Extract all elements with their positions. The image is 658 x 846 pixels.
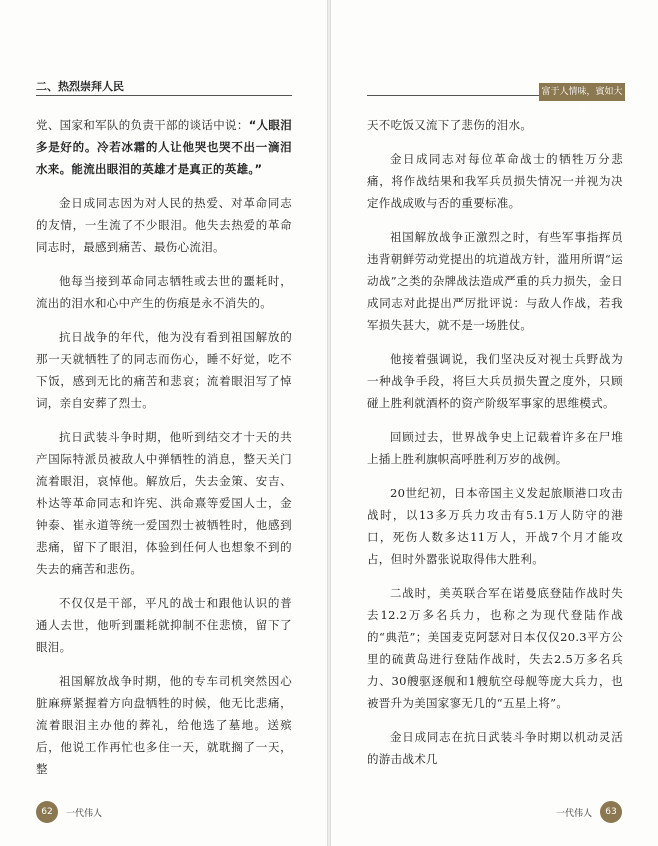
header-rule-left	[36, 95, 292, 96]
paragraph: 他接着强调说，我们坚决反对视士兵野战为一种战争手段，将巨大兵员损失置之度外，只顾碰上胜利就酒杯的资产阶级军事家的思维模式。	[367, 352, 623, 410]
page-number-left: 62	[36, 801, 58, 823]
paragraph: 祖国解放战争正激烈之时，有些军事指挥员违背朝鲜劳动党提出的坑道战方针，滥用所谓“运动战”之类的杂牌战法造成严重的兵力损失，金日成同志对此提出严厉批评说：与敌人作战，若我军损失甚大，就不是一场胜仗。	[367, 230, 623, 332]
paragraph: 抗日武装斗争时期，他听到结交才十天的共产国际特派员被敌人中弹牺牲的消息，整天关门流着眼泪，哀悼他。解放后，失去金策、安吉、朴达等革命同志和许宪、洪命熹等爱国人士，金钟泰、崔永道等统一爱国烈士被牺牲时，他感到悲痛，留下了眼泪，体验到任何人也想象不到的失去的痛苦和悲伤。	[36, 430, 292, 576]
running-head-right: 富于人情味，賓如大海	[539, 83, 625, 101]
running-head-left: 二、热烈崇拜人民	[36, 80, 124, 93]
paragraph: 天不吃饭又流下了悲伤的泪水。	[367, 118, 533, 132]
header-rule-right	[367, 95, 539, 96]
quote-paragraph	[36, 114, 292, 180]
footer-left	[36, 801, 102, 823]
book-title-right: 一代伟人	[555, 808, 592, 819]
quote-intro: 党、国家和军队的负责干部的谈话中说：	[36, 118, 249, 132]
footer-right	[556, 801, 622, 823]
paragraph: 他每当接到革命同志牺牲或去世的噩耗时，流出的泪水和心中产生的伤痕是永不消失的。	[36, 274, 292, 310]
right-page	[331, 0, 658, 846]
paragraph: 祖国解放战争时期，他的专车司机突然因心脏麻痹紧握着方向盘牺牲的时候，他无比悲痛，流着眼泪主办他的葬礼，给他选了墓地。送殡后，他说工作再忙也多住一天，就耽搁了一天，整	[36, 674, 292, 776]
paragraph: 20世纪初，日本帝国主义发起旅顺港口攻击战时，以13多万兵力攻击有5.1万人防守的港口，死伤人数多达11万人，开战7个月才能攻占，但时外嚣张说取得伟大胜利。	[367, 486, 623, 566]
left-page	[0, 0, 327, 846]
paragraph: 金日成同志在抗日武装斗争时期以机动灵活的游击战术几	[367, 730, 623, 766]
paragraph: 回顾过去，世界战争史上记载着许多在尸堆上插上胜利旗帜高呼胜利万岁的战例。	[367, 430, 623, 466]
paragraph: 不仅仅是干部，平凡的战士和跟他认识的普通人去世，他听到噩耗就抑制不住悲愤，留下了眼泪。	[36, 596, 292, 654]
paragraph: 抗日战争的年代，他为没有看到祖国解放的那一天就牺牲了的同志而伤心，睡不好觉，吃不下饭，感到无比的痛苦和悲哀；流着眼泪写了悼词，亲自安葬了烈士。	[36, 330, 292, 410]
left-page-body	[36, 114, 292, 780]
paragraph: 金日成同志因为对人民的热爱、对革命同志的友情，一生流了不少眼泪。他失去热爱的革命同志时，最感到痛苦、最伤心流泪。	[36, 196, 292, 254]
quote-bold: “人眼泪多是好的。冷若冰霜的人让他哭也哭不出一滴泪水来。能流出眼泪的英雄才是真正的英雄。”	[36, 118, 292, 176]
book-title-left: 一代伟人	[66, 808, 103, 819]
paragraph: 金日成同志对每位革命战士的牺牲万分悲痛，将作战结果和我军兵员损失情况一并视为决定作战成败与否的重要标准。	[367, 152, 623, 210]
right-page-body	[367, 114, 623, 770]
paragraph: 二战时，美英联合军在诺曼底登陆作战时失去12.2万多名兵力，也称之为现代登陆作战的“典范”；美国麦克阿瑟对日本仅仅20.3平方公里的硫黄岛进行登陆作战时，失去2.5万多名兵力、30艘驱逐舰和1艘航空母舰等庞大兵力，也被晋升为美国家寥无几的“五星上将”。	[367, 586, 623, 710]
page-number-right: 63	[600, 801, 622, 823]
